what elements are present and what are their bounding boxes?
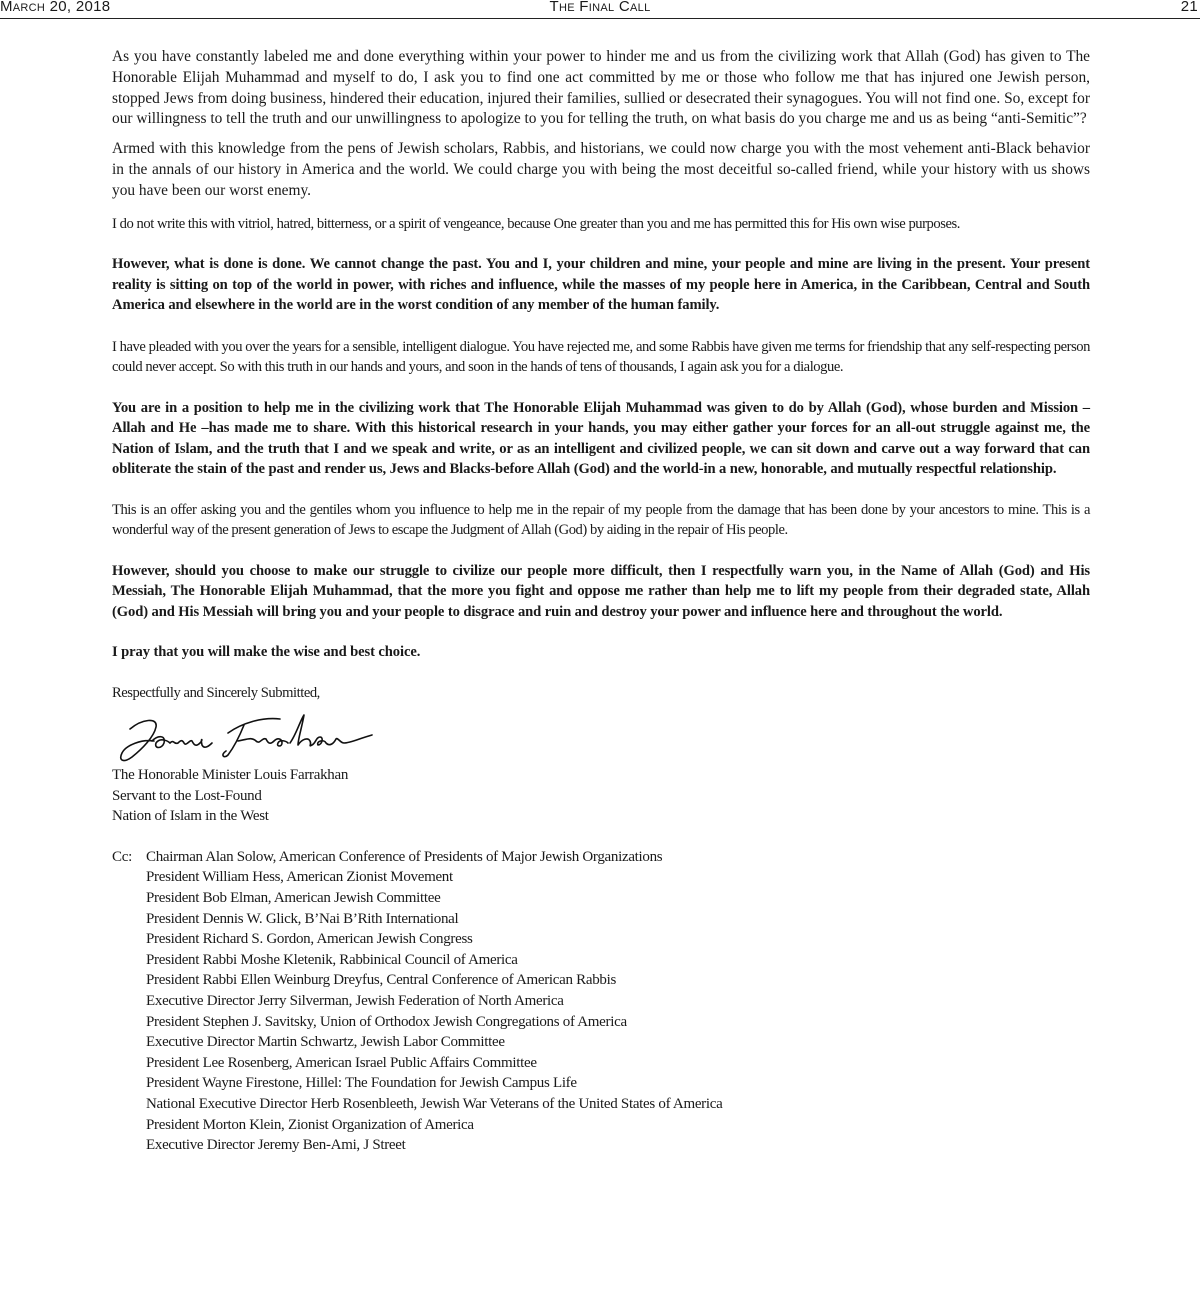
- letter-body: [112, 47, 1090, 1156]
- cc-recipient: President Rabbi Ellen Weinburg Dreyfus, Central Conference of American Rabbis: [146, 972, 617, 989]
- signatory-organization: Nation of Islam in the West: [112, 808, 269, 825]
- paragraph-dialogue-request: I have pleaded with you over the years for a sensible, intelligent dialogue. You have rejected me, and some Rabbis have given me terms for friendship that any self-respecting person could never accept. So with this truth in our hands and yours, and soon in the hands of tens of thousands, I again ask you for a dialogue.: [112, 338, 1090, 376]
- signatory-name: The Honorable Minister Louis Farrakhan: [112, 767, 349, 784]
- cc-recipient: Executive Director Jerry Silverman, Jewish Federation of North America: [146, 993, 564, 1010]
- issue-date: March 20, 2018: [0, 0, 111, 15]
- cc-recipient: Executive Director Jeremy Ben-Ami, J Street: [146, 1137, 406, 1154]
- cc-recipient: President Stephen J. Savitsky, Union of Orthodox Jewish Congregations of America: [146, 1013, 627, 1030]
- page-number: 21: [1180, 0, 1198, 15]
- page-header: [0, 0, 1200, 19]
- paragraph-what-is-done: However, what is done is done. We cannot change the past. You and I, your children and mine, your people and mine are living in the present. Your present reality is sitting on top of the world in power, with riches and influence, while the masses of my people here in America, in the Caribbean, Central and South America and elsewhere in the world are in the worst condition of any member of the human family.: [112, 256, 1090, 314]
- cc-recipient: President Dennis W. Glick, B’Nai B’Rith International: [146, 910, 459, 927]
- cc-recipient: President Lee Rosenberg, American Israel Public Affairs Committee: [146, 1054, 537, 1071]
- cc-recipient: Chairman Alan Solow, American Conference of Presidents of Major Jewish Organizations: [146, 848, 663, 865]
- paragraph-no-vitriol: I do not write this with vitriol, hatred, bitterness, or a spirit of vengeance, because One greater than you and me has permitted this for His own wise purposes.: [112, 215, 960, 232]
- closing-line: Respectfully and Sincerely Submitted,: [112, 684, 320, 701]
- cc-recipient: Executive Director Martin Schwartz, Jewish Labor Committee: [146, 1034, 505, 1051]
- cc-recipient: President Wayne Firestone, Hillel: The Foundation for Jewish Campus Life: [146, 1075, 577, 1092]
- paragraph-prayer: I pray that you will make the wise and best choice.: [112, 644, 421, 661]
- paragraph-armed-with-knowledge: Armed with this knowledge from the pens of Jewish scholars, Rabbis, and historians, we could now charge you with the most vehement anti-Black behavior in the annals of our history in America and the world. We could charge you with being the most deceitful so-called friend, while your history with us shows you have been our worst enemy.: [112, 140, 1090, 199]
- signatory-title: Servant to the Lost-Found: [112, 787, 262, 804]
- publication-name: The Final Call: [549, 0, 651, 15]
- paragraph-anti-semitic-question: As you have constantly labeled me and done everything within your power to hinder me and us from the civilizing work that Allah (God) has given to The Honorable Elijah Muhammad and myself to do, I ask you to find one act committed by me or those who follow me that has injured one Jewish person, stopped Jews from doing business, hindered their education, injured their families, sullied or desecrated their synagogues. You will not find one. So, except for our willingness to tell the truth and our unwillingness to apologize to you for telling the truth, on what basis do you charge me and us as being “anti-Semitic”?: [112, 48, 1090, 128]
- cc-recipient: National Executive Director Herb Rosenbleeth, Jewish War Veterans of the United States of America: [146, 1095, 723, 1112]
- cc-recipient: President Richard S. Gordon, American Jewish Congress: [146, 931, 473, 948]
- cc-recipient: President Morton Klein, Zionist Organization of America: [146, 1116, 474, 1133]
- cc-label: Cc:: [112, 848, 132, 865]
- cc-recipient: President Bob Elman, American Jewish Committee: [146, 890, 441, 907]
- paragraph-offer: This is an offer asking you and the gentiles whom you influence to help me in the repair of my people from the damage that has been done by your ancestors to mine. This is a wonderful way of the present generation of Jews to escape the Judgment of Allah (God) by aiding in the repair of His people.: [112, 501, 1090, 539]
- paragraph-civilizing-work: You are in a position to help me in the civilizing work that The Honorable Elijah Muhammad was given to do by Allah (God), whose burden and Mission –Allah and He –has made me to share. With this historical research in your hands, you may either gather your forces for an all-out struggle against me, the Nation of Islam, and the truth that I and we speak and write, or as an intelligent and civilized people, we can sit down and carve out a way forward that can obliterate the stain of the past and render us, Jews and Blacks-before Allah (God) and the world-in a new, honorable, and mutually respectful relationship.: [112, 399, 1090, 478]
- paragraph-warning: However, should you choose to make our struggle to civilize our people more difficult, then I respectfully warn you, in the Name of Allah (God) and His Messiah, The Honorable Elijah Muhammad, that the more you fight and oppose me rather than help me to lift my people from their degraded state, Allah (God) and His Messiah will bring you and your people to disgrace and ruin and destroy your power and influence here and throughout the world.: [112, 562, 1090, 620]
- cc-recipient: President William Hess, American Zionist Movement: [146, 869, 453, 886]
- cc-recipient: President Rabbi Moshe Kletenik, Rabbinical Council of America: [146, 951, 518, 968]
- cc-list-block: [112, 847, 1090, 1156]
- signatory-block: [112, 765, 1090, 827]
- handwritten-signature: [112, 707, 1090, 765]
